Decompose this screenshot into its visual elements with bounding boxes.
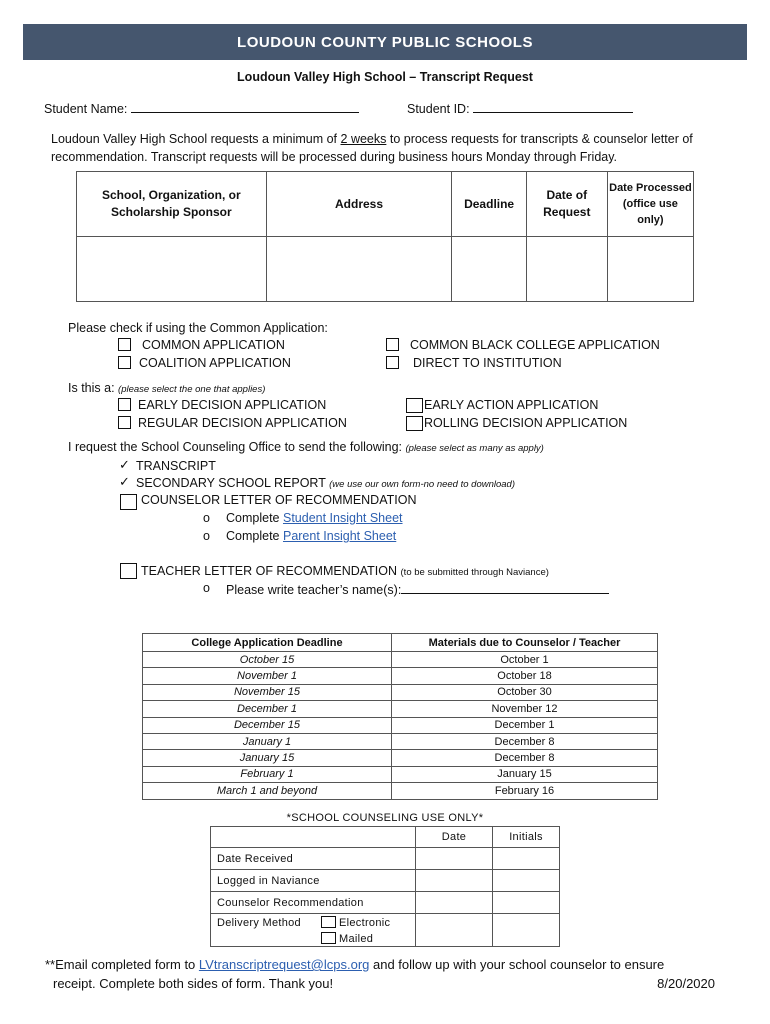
materials-due-cell: January 15	[392, 766, 658, 782]
early-action-label: EARLY ACTION APPLICATION	[424, 398, 599, 412]
table-row	[211, 914, 560, 947]
materials-due-cell: October 30	[392, 684, 658, 700]
app-deadline-cell: November 1	[143, 668, 392, 684]
two-weeks-text: 2 weeks	[340, 132, 387, 146]
form-title: Loudoun Valley High School – Transcript Request	[237, 70, 533, 84]
student-id-line[interactable]	[473, 100, 633, 113]
parent-insight-item: Complete Parent Insight Sheet	[226, 529, 397, 543]
app-deadline-cell: November 15	[143, 684, 392, 700]
electronic-checkbox[interactable]	[321, 916, 336, 928]
direct-institution-label: DIRECT TO INSTITUTION	[413, 356, 562, 370]
table-row	[211, 848, 560, 870]
table-row	[143, 701, 658, 717]
logged-naviance-label: Logged in Naviance	[211, 870, 416, 892]
transcript-label: TRANSCRIPT	[136, 459, 216, 473]
student-name-line[interactable]	[131, 100, 359, 113]
cell-date-request[interactable]	[526, 237, 607, 302]
teacher-letter-checkbox[interactable]	[120, 563, 137, 579]
materials-due-cell: November 12	[392, 701, 658, 717]
app-deadline-cell: March 1 and beyond	[143, 783, 392, 799]
col-materials-due: Materials due to Counselor / Teacher	[392, 634, 658, 652]
col-deadline: Deadline	[452, 172, 526, 237]
counselor-rec-label: Counselor Recommendation	[211, 892, 416, 914]
col-date-request: Date of Request	[526, 172, 607, 237]
office-use-table	[210, 826, 560, 947]
app-deadline-cell: January 15	[143, 750, 392, 766]
bullet-icon: o	[203, 581, 210, 595]
student-name-field[interactable]	[44, 100, 359, 116]
ssr-check-icon[interactable]: ✓	[119, 474, 130, 489]
student-name-label: Student Name:	[44, 102, 128, 116]
table-row	[143, 733, 658, 749]
counselor-letter-checkbox[interactable]	[120, 494, 137, 510]
col-initials: Initials	[493, 827, 560, 848]
app-type-prompt: Is this a: (please select the one that applies)	[68, 381, 266, 395]
common-application-label: COMMON APPLICATION	[142, 338, 285, 352]
materials-due-cell: October 1	[392, 652, 658, 668]
cell-school[interactable]	[77, 237, 267, 302]
counselor-letter-label: COUNSELOR LETTER OF RECOMMENDATION	[141, 493, 417, 507]
common-app-prompt: Please check if using the Common Application:	[68, 321, 328, 335]
coalition-application-label: COALITION APPLICATION	[139, 356, 291, 370]
cell-address[interactable]	[266, 237, 452, 302]
common-black-college-label: COMMON BLACK COLLEGE APPLICATION	[410, 338, 660, 352]
blank-header	[211, 827, 416, 848]
send-prompt: I request the School Counseling Office to send the following: (please select as many as apply)	[68, 440, 544, 454]
bullet-icon: o	[203, 529, 210, 543]
delivery-method-label: Delivery Method	[217, 917, 301, 929]
deadline-table	[142, 633, 658, 800]
transcript-check-icon[interactable]: ✓	[119, 457, 130, 472]
common-black-college-checkbox[interactable]	[386, 338, 399, 351]
materials-due-cell: December 8	[392, 733, 658, 749]
table-row	[211, 892, 560, 914]
app-deadline-cell: January 1	[143, 733, 392, 749]
bullet-icon: o	[203, 511, 210, 525]
header-banner: LOUDOUN COUNTY PUBLIC SCHOOLS	[23, 24, 747, 60]
counselor-rec-date[interactable]	[416, 892, 493, 914]
rolling-decision-checkbox[interactable]	[406, 416, 423, 431]
col-app-deadline: College Application Deadline	[143, 634, 392, 652]
delivery-initials[interactable]	[493, 914, 560, 947]
footer-date: 8/20/2020	[657, 976, 715, 991]
app-type-hint: (please select the one that applies)	[118, 384, 266, 395]
student-id-field[interactable]	[407, 100, 633, 116]
regular-decision-label: REGULAR DECISION APPLICATION	[138, 416, 347, 430]
office-use-title: *SCHOOL COUNSELING USE ONLY*	[286, 812, 484, 824]
rolling-decision-label: ROLLING DECISION APPLICATION	[424, 416, 628, 430]
mailed-label: Mailed	[339, 933, 374, 945]
cell-date-processed[interactable]	[607, 237, 693, 302]
electronic-label: Electronic	[339, 917, 391, 929]
teacher-letter-hint: (to be submitted through Naviance)	[400, 567, 549, 578]
counselor-rec-initials[interactable]	[493, 892, 560, 914]
teacher-names-line[interactable]	[401, 581, 609, 594]
materials-due-cell: December 1	[392, 717, 658, 733]
teacher-names-field[interactable]: Please write teacher’s name(s):	[226, 581, 609, 597]
date-received-date[interactable]	[416, 848, 493, 870]
app-deadline-cell: December 1	[143, 701, 392, 717]
early-decision-label: EARLY DECISION APPLICATION	[138, 398, 327, 412]
app-deadline-cell: October 15	[143, 652, 392, 668]
send-hint: (please select as many as apply)	[405, 443, 544, 454]
col-date-processed: Date Processed (office use only)	[607, 172, 693, 237]
logged-naviance-date[interactable]	[416, 870, 493, 892]
col-address: Address	[266, 172, 452, 237]
app-deadline-cell: February 1	[143, 766, 392, 782]
intro-paragraph: Loudoun Valley High School requests a minimum of 2 weeks to process requests for transcripts & counselor letter of recommendation. Transcript requests will be processed during business hours Monday through Friday.	[51, 132, 693, 164]
col-school: School, Organization, or Scholarship Sponsor	[77, 172, 267, 237]
table-row	[143, 684, 658, 700]
materials-due-cell: December 8	[392, 750, 658, 766]
table-row	[143, 750, 658, 766]
early-decision-checkbox[interactable]	[118, 398, 131, 411]
materials-due-cell: February 16	[392, 783, 658, 799]
parent-insight-link[interactable]: Parent Insight Sheet	[282, 529, 397, 543]
delivery-method-cell	[211, 914, 416, 947]
coalition-application-checkbox[interactable]	[118, 356, 131, 369]
app-deadline-cell: December 15	[143, 717, 392, 733]
materials-due-cell: October 18	[392, 668, 658, 684]
teacher-letter-label: TEACHER LETTER OF RECOMMENDATION (to be submitted through Naviance)	[141, 564, 549, 578]
student-insight-link[interactable]: Student Insight Sheet	[282, 511, 403, 525]
footer-note: **Email completed form to LVtranscriptrequest@lcps.org and follow up with your school counselor to ensure receipt. Complete both sides of form. Thank you! 8/20/2020	[45, 957, 715, 991]
table-row[interactable]	[77, 237, 694, 302]
delivery-date[interactable]	[416, 914, 493, 947]
date-received-label: Date Received	[211, 848, 416, 870]
mailed-checkbox[interactable]	[321, 932, 336, 944]
date-received-initials[interactable]	[493, 848, 560, 870]
email-link[interactable]: LVtranscriptrequest@lcps.org	[198, 957, 370, 972]
student-insight-item: Complete Student Insight Sheet	[226, 511, 403, 525]
early-action-checkbox[interactable]	[406, 398, 423, 413]
student-id-label: Student ID:	[407, 102, 470, 116]
direct-institution-checkbox[interactable]	[386, 356, 399, 369]
request-table	[76, 171, 694, 302]
footer-line2: receipt. Complete both sides of form. Thank you!	[53, 976, 334, 991]
cell-deadline[interactable]	[452, 237, 526, 302]
col-date: Date	[416, 827, 493, 848]
table-row	[143, 783, 658, 799]
table-row	[211, 870, 560, 892]
table-row	[143, 652, 658, 668]
ssr-hint: (we use our own form-no need to download)	[329, 479, 516, 490]
ssr-label: SECONDARY SCHOOL REPORT (we use our own form-no need to download)	[136, 476, 516, 490]
regular-decision-checkbox[interactable]	[118, 416, 131, 429]
logged-naviance-initials[interactable]	[493, 870, 560, 892]
table-row	[143, 717, 658, 733]
common-application-checkbox[interactable]	[118, 338, 131, 351]
table-row	[143, 668, 658, 684]
table-row	[143, 766, 658, 782]
